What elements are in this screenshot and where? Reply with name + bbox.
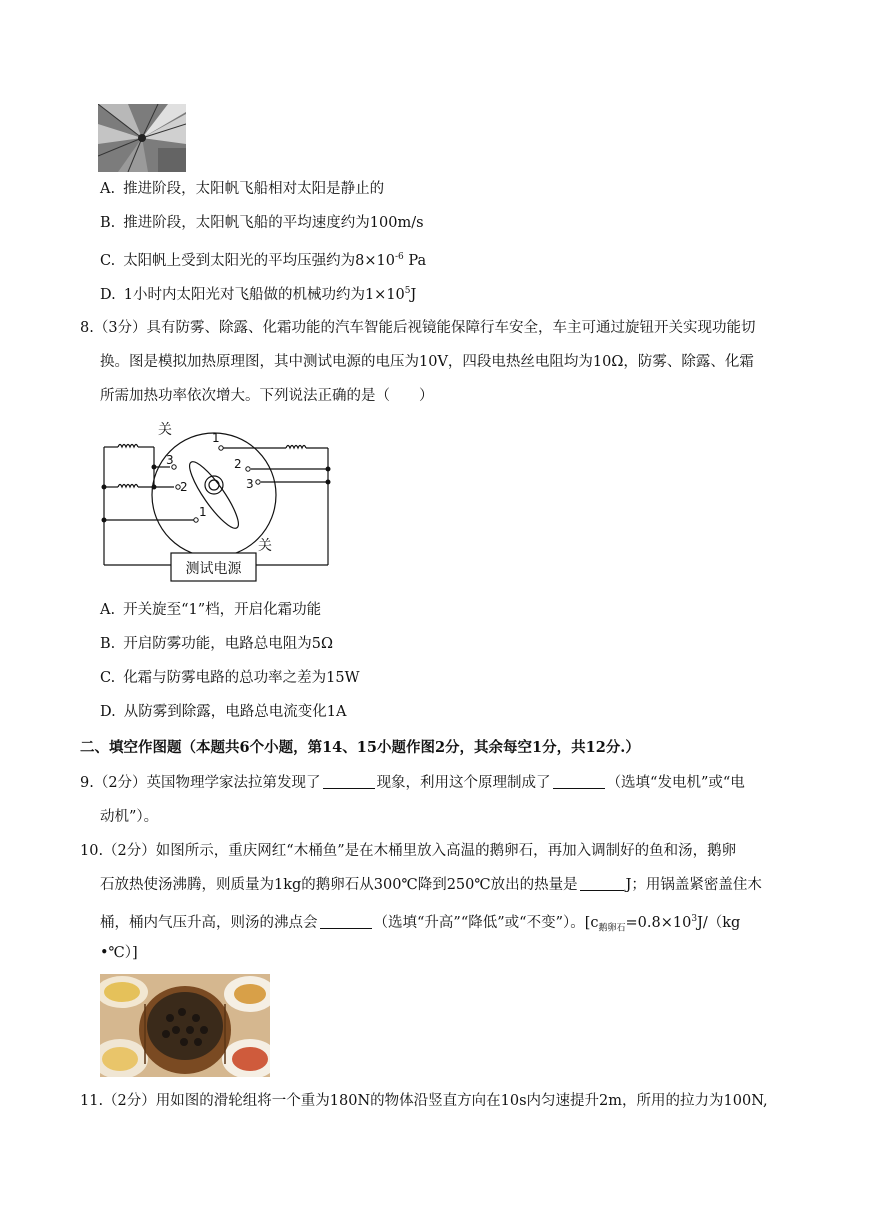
q7-option-c: C. 太阳帆上受到太阳光的平均压强约为$8\times 10^{-6}$ Pa <box>100 252 427 269</box>
heating-circuit-diagram <box>96 420 341 585</box>
q8-stem-line2: 换。图是模拟加热原理图，其中测试电源的电压为10V，四段电热丝电阻均为10Ω，防雾、除露、化霜 <box>100 354 754 370</box>
left-contact-1: 1 <box>199 505 207 519</box>
off-label-top: 关 <box>158 422 172 438</box>
q7-option-b: B. 推进阶段，太阳帆飞船的平均速度约为100m/s <box>100 215 424 231</box>
q10-line3: 桶，桶内气压升高，则汤的沸点会 （选填“升高”“降低”或“不变”）。[$c_{鹅卵石}=0.8\times 10^3J/(kg$ <box>100 914 741 934</box>
off-label-bottom: 关 <box>258 538 272 554</box>
left-contact-3: 3 <box>166 453 174 467</box>
q10-blank-1[interactable] <box>580 876 624 891</box>
right-contact-3: 3 <box>246 477 254 491</box>
q8-option-c: C. 化霜与防雾电路的总功率之差为15W <box>100 670 360 686</box>
q11-line1: 11.（2分）用如图的滑轮组将一个重为180N的物体沿竖直方向在10s内匀速提升2m，所用的拉力为100N, <box>80 1093 768 1109</box>
q9-blank-1[interactable] <box>323 774 375 789</box>
section-2-title: 二、填空作图题（本题共6个小题，第14、15小题作图2分，其余每空1分，共12分.） <box>80 739 640 756</box>
power-supply-label: 测试电源 <box>185 561 242 577</box>
q8-option-a: A. 开关旋至“1”档，开启化霜功能 <box>100 602 322 618</box>
wooden-bucket-fish-photo <box>100 974 270 1077</box>
q9-line2: 动机”）。 <box>100 809 159 825</box>
q10-line4: •℃）] <box>100 945 138 961</box>
q8-option-d: D. 从防雾到除露，电路总电流变化1A <box>100 704 347 720</box>
q8-stem-line3: 所需加热功率依次增大。下列说法正确的是（ ） <box>100 388 434 404</box>
right-contact-2: 2 <box>234 457 242 471</box>
q9-blank-2[interactable] <box>553 774 605 789</box>
q10-line2: 石放热使汤沸腾，则质量为1kg的鹅卵石从300℃降到250℃放出的热量是 J；用锅盖紧密盖住木 <box>100 877 762 893</box>
left-contact-2: 2 <box>180 480 188 494</box>
q7-option-a: A. 推进阶段，太阳帆飞船相对太阳是静止的 <box>100 181 385 197</box>
right-contact-1: 1 <box>212 431 220 445</box>
q10-line1: 10.（2分）如图所示，重庆网红“木桶鱼”是在木桶里放入高温的鹅卵石，再加入调制好的鱼和汤，鹅卵 <box>80 843 737 859</box>
q10-blank-2[interactable] <box>320 914 372 929</box>
q8-option-b: B. 开启防雾功能，电路总电阻为5Ω <box>100 636 334 652</box>
q8-stem-line1: 8.（3分）具有防雾、除露、化霜功能的汽车智能后视镜能保障行车安全，车主可通过旋钮开关实现功能切 <box>80 320 756 336</box>
solar-sail-photo <box>98 104 186 172</box>
q7-option-d: D. 1小时内太阳光对飞船做的机械功约为$1\times 10^5J$ <box>100 286 417 303</box>
q9-line1: 9.（2分）英国物理学家法拉第发现了 现象，利用这个原理制成了 （选填“发电机”或“电 <box>80 775 745 791</box>
